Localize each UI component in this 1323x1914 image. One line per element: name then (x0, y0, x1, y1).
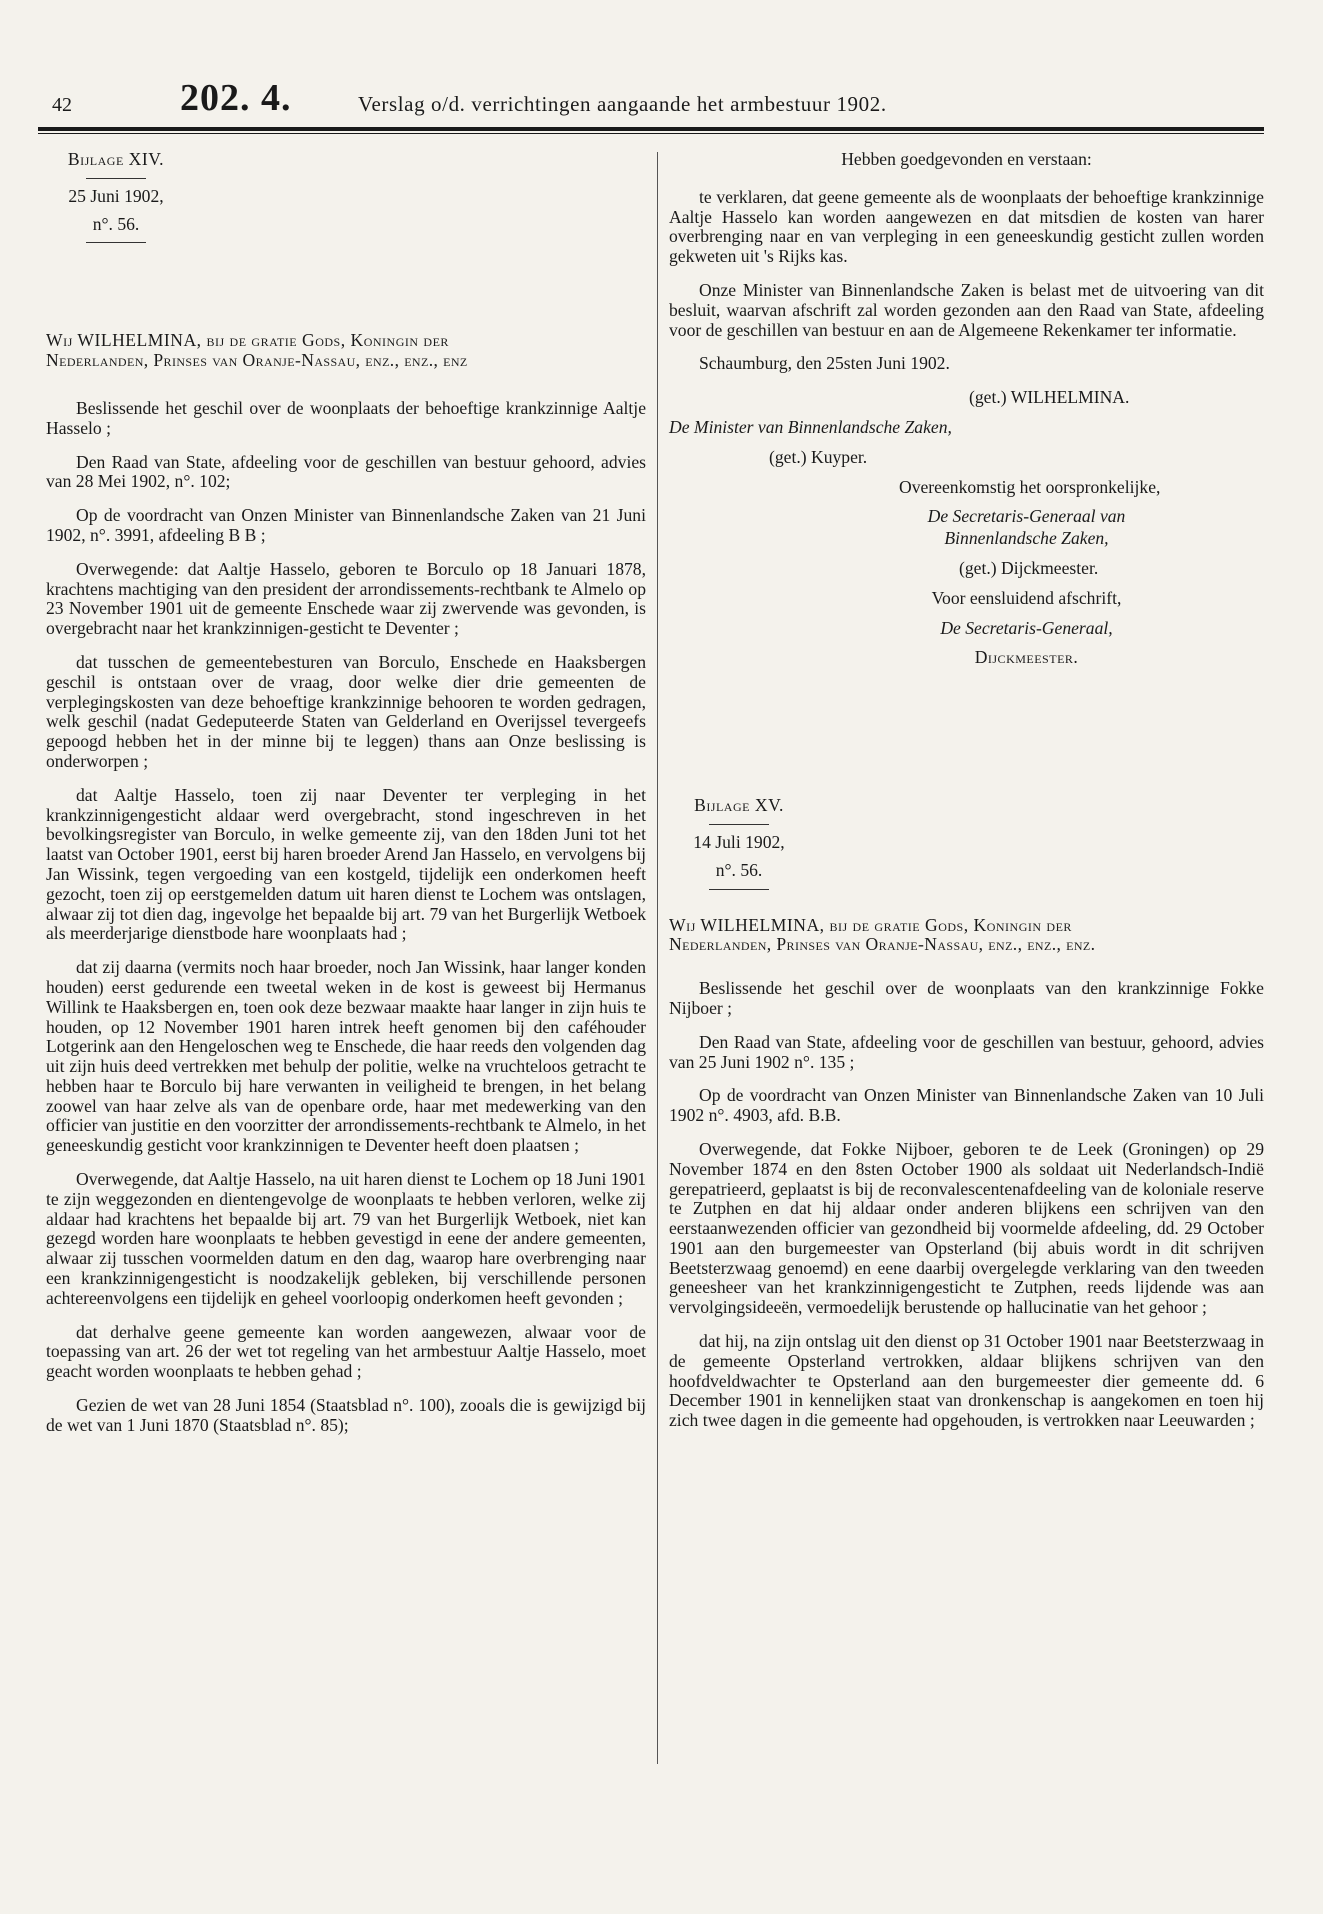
place-date: Schaumburg, den 25sten Juni 1902. (699, 353, 950, 374)
meta-rule (709, 889, 769, 890)
paragraph: Op de voordracht van Onzen Minister van Binnenlandsche Zaken van 21 Juni 1902, n°. 3991, afdeeling B B ; (46, 505, 646, 545)
bijlage-label: Bijlage XV. (694, 795, 784, 816)
spacer (46, 251, 646, 331)
paragraph: Onze Minister van Binnenlandsche Zaken is belast met de uitvoering van dit besluit, waarvan afschrift zal worden gezonden aan den Raad van State, afdeeling voor de geschillen van bestuur en aan de Algemeene Rekenkamer ter informatie. (669, 279, 1264, 340)
bijlage-number: n°. 56. (92, 213, 140, 234)
paragraph: Overwegende: dat Aaltje Hasselo, geboren te Borculo op 18 Januari 1878, krachtens machtiging van den president der arrondissements-rechtbank te Almelo op 23 November 1901 uit de gemeente Enschede waar zij zwervende was gevonden, is overgebracht naar het krankzinnigen-gesticht te Deventer ; (46, 558, 646, 639)
bijlage-number: n°. 56. (715, 859, 763, 880)
decree-heading-line-2: Nederlanden, Prinses van Oranje-Nassau, enz., enz., enz (46, 350, 468, 371)
bijlage-date: 14 Juli 1902, (693, 831, 785, 852)
header-title: Verslag o/d. verrichtingen aangaande het armbestuur 1902. (358, 92, 887, 116)
secretary-title-line-3: De Secretaris-Generaal, (940, 617, 1113, 638)
right-column (669, 150, 1264, 1445)
decree-heading-line-2: Nederlanden, Prinses van Oranje-Nassau, enz., enz., enz. (669, 934, 1096, 955)
conformity-note: Overeenkomstig het oorspronkelijke, (899, 476, 1161, 497)
meta-rule (86, 242, 146, 243)
bijlage-label: Bijlage XIV. (67, 149, 165, 169)
paragraph: dat hij, na zijn ontslag uit den dienst op 31 October 1901 naar Beetsterzwaag in de gemeente Opsterland vertrokken, aldaar blijkens schrijven van den hoofdveldwachter te Opsterland aan den burgemeester dier gemeente dd. 6 December 1901 in kennelijken staat van dronkenschap is aangekomen en toen hij zich twee dagen in die gemeente had opgehouden, is vertrokken naar Leeuwarden ; (669, 1331, 1264, 1431)
document-number: 202. 4. (180, 77, 292, 119)
left-column (46, 150, 646, 1450)
paragraph: Op de voordracht van Onzen Minister van Binnenlandsche Zaken van 10 Juli 1902 n°. 4903, afd. B.B. (669, 1085, 1264, 1126)
column-divider (657, 152, 658, 1764)
paragraph: Overwegende, dat Fokke Nijboer, geboren te de Leek (Groningen) op 29 November 1874 en den 8sten October 1900 als soldaat uit Nederlandsch-Indië gerepatrieerd, geplaatst is bij de reconvalescentenafdeeling van de koloniale reserve te Zutphen en dat hij aldaar onder anderen blijkens een schrijven van den eerstaanwezenden officier van gezondheid bij voormelde afdeeling, dd. 29 October 1901 aan den burgemeester van Opsterland (bij abuis wordt in dit schrijven Beetsterzwaag genoemd) en eene daarbij overgelegde verklaring van den tweeden geneesheer van het krankzinnigengesticht te Zutphen, reeds lijdende was aan vervolgingsideeën, vermoedelijk berustende op hallucinatie van het gehoor ; (669, 1138, 1264, 1318)
copy-note: Voor eensluidend afschrift, (931, 587, 1122, 608)
header-rule-thin (38, 133, 1264, 134)
secretary-signature: (get.) Dijckmeester. (959, 557, 1099, 578)
bijlage-date: 25 Juni 1902, (68, 185, 164, 206)
queen-signature: (get.) WILHELMINA. (969, 387, 1130, 408)
header-rule-thick (38, 127, 1264, 131)
page-header (38, 72, 1264, 120)
paragraph: Beslissende het geschil over de woonplaats der behoeftige krankzinnige Aaltje Hasselo ; (46, 397, 646, 438)
paragraph: dat zij daarna (vermits noch haar broeder, noch Jan Wissink, haar langer konden houden) eerst gedurende een tweetal weken in de kost is geweest bij Hermanus Willink te Haaksbergen en, toen ook deze bezwaar maakte haar langer in zijn huis te houden, op 12 November 1901 haren intrek heeft genomen bij den caféhouder Lotgerink aan den Hengeloschen weg te Enschede, die haar reeds den volgenden dag uit zijn huis deed vertrekken met behulp der politie, welke na vruchteloos getracht te hebben haar te Borculo bij hare verwanten in veiligheid te brengen, in het belang zoowel van haar zelve als van de openbare orde, haar met medewerking van den officier van justitie en den voorzitter der arrondissements-rechtbank te Almelo, in het geneeskundig gesticht voor krankzinnigen te Deventer heeft doen plaatsen ; (46, 957, 646, 1156)
decree-heading-line-1: Wij WILHELMINA, bij de gratie Gods, Koningin der (669, 914, 1072, 935)
bijlage-xiv-meta (46, 150, 186, 243)
paragraph: Overwegende, dat Aaltje Hasselo, na uit haren dienst te Lochem op 18 Juni 1901 te zijn weggezonden en dientengevolge de woonplaats te hebben verloren, welke zij aldaar had krachtens het bepaalde bij art. 79 van het Burgerlijk Wetboek, niet kan gezegd worden hare woonplaats te hebben gevestigd in eene der andere gemeenten, alwaar zij tusschen voormelden datum en den dag, waarop hare overbrenging naar een krankzinnigengesticht is noodzakelijk gebleken, bij verschillende personen achtereenvolgens een tijdelijk en geheel voorloopig onderkomen heeft gevonden ; (46, 1169, 646, 1308)
minister-signature: (get.) Kuyper. (769, 446, 868, 467)
secretary-title-line-2: Binnenlandsche Zaken, (944, 528, 1109, 549)
paragraph: dat derhalve geene gemeente kan worden aangewezen, alwaar voor de toepassing van art. 26 der wet tot regeling van het armbestuur Aaltje Hasselo, moet geacht worden woonplaats te hebben gehad ; (46, 1321, 646, 1382)
paragraph: Den Raad van State, afdeeling voor de geschillen van bestuur, gehoord, advies van 25 Juni 1902 n°. 135 ; (669, 1031, 1264, 1072)
page-number: 42 (52, 94, 72, 116)
secretary-name: Dijckmeester. (974, 647, 1079, 668)
decision-opening: Hebben goedgevonden en verstaan: (841, 149, 1092, 169)
spacer (669, 678, 1264, 796)
paragraph: dat Aaltje Hasselo, toen zij naar Deventer ter verpleging in het krankzinnigengesticht aldaar werd overgebracht, stond ingeschreven in het bevolkingsregister van Borculo, in welke gemeente zij, van den 18den Juni tot het laatst van October 1901, eerst bij haren broeder Arend Jan Hasselo, en vervolgens bij Jan Wissink, tegen vergoeding van een kostgeld, tijdelijk een onderkomen heeft gezocht, toen zij op eerstgemelden datum uit haren dienst te Lochem was ontslagen, alwaar zij tot dien dag, ingevolge het bepaalde bij art. 79 van het Burgerlijk Wetboek als meerderjarige dienstbode hare woonplaats had ; (46, 784, 646, 944)
paragraph: dat tusschen de gemeentebesturen van Borculo, Enschede en Haaksbergen geschil is ontstaan over de vraag, door welke dier drie gemeenten de verplegingskosten van deze behoeftige krankzinnige behooren te worden gedragen, welk geschil (nadat Gedeputeerde Staten van Gelderland en Overijssel tevergeefs gepoogd hebben het in der minne bij te leggen) thans aan Onze beslissing is onderworpen ; (46, 651, 646, 771)
paragraph: Den Raad van State, afdeeling voor de geschillen van bestuur gehoord, advies van 28 Mei 1902, n°. 102; (46, 451, 646, 492)
decree-heading-line-1: Wij WILHELMINA, bij de gratie Gods, Koningin der (46, 330, 449, 351)
bijlage-xv-meta (669, 796, 809, 889)
secretary-title-line-1: De Secretaris-Generaal van (927, 506, 1126, 527)
paragraph: te verklaren, dat geene gemeente als de woonplaats der behoeftige krankzinnige Aaltje Hasselo kan worden aangewezen en dat mitsdien de kosten van harer overbrenging naar en van verpleging in een geneeskundig gesticht zullen worden gekweten uit 's Rijks kas. (669, 186, 1264, 267)
paragraph: Gezien de wet van 28 Juni 1854 (Staatsblad n°. 100), zooals die is gewijzigd bij de wet van 1 Juni 1870 (Staatsblad n°. 85); (46, 1395, 646, 1435)
spacer (669, 898, 1264, 916)
paragraph: Beslissende het geschil over de woonplaats van den krankzinnige Fokke Nijboer ; (669, 978, 1264, 1018)
minister-title: De Minister van Binnenlandsche Zaken, (669, 416, 952, 437)
meta-rule (86, 178, 146, 179)
meta-rule (709, 824, 769, 825)
